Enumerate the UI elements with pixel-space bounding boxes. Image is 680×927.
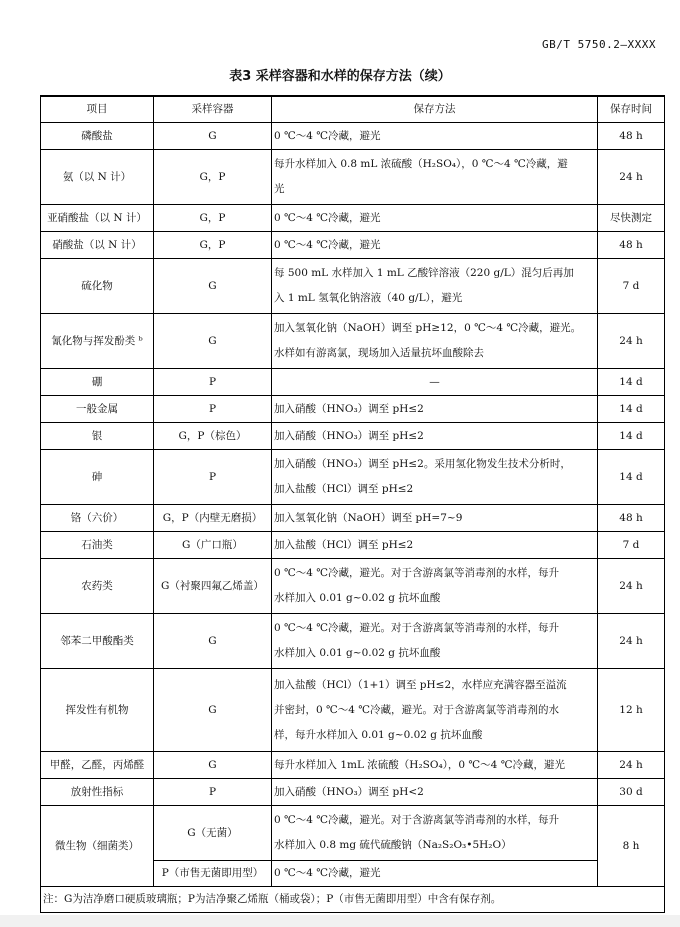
- method-cell: [272, 450, 598, 505]
- table-row: [41, 150, 665, 205]
- time-cell: 14 d: [598, 423, 665, 450]
- table-row: [41, 314, 665, 369]
- table-header-row: [41, 96, 665, 123]
- method-line: 加入盐酸（HCl）（1+1）调至 pH≤2，水样应充满容器至溢流: [274, 678, 567, 691]
- column-header-method: 保存方法: [272, 96, 598, 123]
- container-cell: P: [154, 369, 272, 396]
- table-row: [41, 259, 665, 314]
- time-cell: 48 h: [598, 123, 665, 150]
- method-cell: [272, 532, 598, 559]
- method-line: 加入盐酸（HCl）调至 pH≤2: [274, 483, 414, 495]
- method-line: 入 1 mL 氢氧化钠溶液（40 g/L），避光: [274, 292, 463, 304]
- note-row: [41, 887, 665, 913]
- method-cell: [272, 232, 598, 259]
- method-line: —: [429, 375, 440, 388]
- method-cell: [272, 369, 598, 396]
- table-row: [41, 559, 665, 614]
- time-cell: 48 h: [598, 232, 665, 259]
- method-cell: [272, 314, 598, 369]
- container-cell: P: [154, 779, 272, 806]
- method-line: 0 ℃～4 ℃冷藏，避光: [274, 238, 381, 251]
- method-cell: [272, 806, 598, 861]
- container-cell: G: [154, 314, 272, 369]
- column-header-time: 保存时间: [598, 96, 665, 123]
- item-cell: 氨（以 N 计）: [41, 150, 154, 205]
- method-line: 加入硝酸（HNO₃）调至 pH<2: [274, 785, 424, 798]
- column-header-item: 项目: [41, 96, 154, 123]
- item-cell: 硫化物: [41, 259, 154, 314]
- standard-code: GB/T 5750.2—XXXX: [542, 38, 656, 51]
- method-cell: [272, 396, 598, 423]
- table-row: [41, 669, 665, 752]
- container-cell: G（无菌）: [154, 806, 272, 861]
- method-line: 加入盐酸（HCl）调至 pH≤2: [274, 538, 414, 551]
- method-line: 水样加入 0.01 g~0.02 g 抗坏血酸: [274, 592, 441, 604]
- method-cell: [272, 505, 598, 532]
- item-cell: 石油类: [41, 532, 154, 559]
- time-cell: 8 h: [598, 806, 665, 887]
- item-cell: 铬（六价）: [41, 505, 154, 532]
- table-title: 表3 采样容器和水样的保存方法（续）: [229, 69, 451, 84]
- table-row: [41, 614, 665, 669]
- container-cell: G: [154, 752, 272, 779]
- container-cell: G: [154, 259, 272, 314]
- method-cell: [272, 861, 598, 887]
- time-cell: 尽快测定: [598, 205, 665, 232]
- table-row: [41, 423, 665, 450]
- table-note: 注：G为洁净磨口硬质玻璃瓶；P为洁净聚乙烯瓶（桶或袋）；P（市售无菌即用型）中含有保存剂。: [41, 887, 665, 913]
- method-line: 0 ℃～4 ℃冷藏，避光。对于含游离氯等消毒剂的水样，每升: [274, 814, 560, 826]
- method-cell: [272, 779, 598, 806]
- item-cell: 银: [41, 423, 154, 450]
- table-row: [41, 505, 665, 532]
- method-line: 样，每升水样加入 0.01 g~0.02 g 抗坏血酸: [274, 728, 483, 741]
- table-row: [41, 806, 665, 861]
- method-line: 并密封，0 ℃～4 ℃冷藏，避光。对于含游离氯等消毒剂的水: [274, 703, 560, 716]
- time-cell: 7 d: [598, 259, 665, 314]
- preservation-table: [40, 95, 665, 913]
- item-cell: 亚硝酸盐（以 N 计）: [41, 205, 154, 232]
- item-cell: 硝酸盐（以 N 计）: [41, 232, 154, 259]
- container-cell: G: [154, 123, 272, 150]
- method-cell: [272, 752, 598, 779]
- method-line: 0 ℃～4 ℃冷藏，避光: [274, 867, 381, 879]
- method-cell: [272, 205, 598, 232]
- item-cell: 磷酸盐: [41, 123, 154, 150]
- container-cell: P: [154, 396, 272, 423]
- time-cell: 24 h: [598, 752, 665, 779]
- table-row: [41, 123, 665, 150]
- method-line: 0 ℃～4 ℃冷藏，避光。对于含游离氯等消毒剂的水样，每升: [274, 622, 560, 634]
- container-cell: G，P（棕色）: [154, 423, 272, 450]
- time-cell: 48 h: [598, 505, 665, 532]
- container-cell: G，P（内壁无磨损）: [154, 505, 272, 532]
- method-line: 加入氢氧化钠（NaOH）调至 pH≥12，0 ℃～4 ℃冷藏，避光。: [274, 322, 582, 334]
- method-cell: [272, 150, 598, 205]
- item-cell: 一般金属: [41, 396, 154, 423]
- container-cell: P（市售无菌即用型）: [154, 861, 272, 887]
- item-cell: 氰化物与挥发酚类 ᵇ: [41, 314, 154, 369]
- table-row: [41, 450, 665, 505]
- method-cell: [272, 669, 598, 752]
- method-line: 加入氢氧化钠（NaOH）调至 pH=7~9: [274, 511, 463, 524]
- item-cell: 挥发性有机物: [41, 669, 154, 752]
- container-cell: G: [154, 669, 272, 752]
- table-row: [41, 532, 665, 559]
- container-cell: P: [154, 450, 272, 505]
- table-row: [41, 369, 665, 396]
- item-cell: 农药类: [41, 559, 154, 614]
- method-line: 每升水样加入 1mL 浓硫酸（H₂SO₄），0 ℃～4 ℃冷藏，避光: [274, 758, 565, 771]
- container-cell: G，P: [154, 232, 272, 259]
- time-cell: 12 h: [598, 669, 665, 752]
- item-cell: 硼: [41, 369, 154, 396]
- method-cell: [272, 259, 598, 314]
- method-cell: [272, 614, 598, 669]
- time-cell: 14 d: [598, 396, 665, 423]
- time-cell: 14 d: [598, 369, 665, 396]
- time-cell: 7 d: [598, 532, 665, 559]
- container-cell: G: [154, 614, 272, 669]
- page-bottom-strip: [0, 915, 680, 927]
- method-line: 水样加入 0.01 g~0.02 g 抗坏血酸: [274, 647, 441, 659]
- method-line: 水样如有游离氯，现场加入适量抗坏血酸除去: [274, 347, 484, 359]
- method-line: 加入硝酸（HNO₃）调至 pH≤2。采用氢化物发生技术分析时，: [274, 458, 571, 470]
- method-line: 每升水样加入 0.8 mL 浓硫酸（H₂SO₄），0 ℃～4 ℃冷藏，避: [274, 158, 568, 170]
- item-cell: 甲醛，乙醛，丙烯醛: [41, 752, 154, 779]
- item-cell: 砷: [41, 450, 154, 505]
- time-cell: 24 h: [598, 614, 665, 669]
- method-cell: [272, 423, 598, 450]
- item-cell: 邻苯二甲酸酯类: [41, 614, 154, 669]
- table-row: [41, 779, 665, 806]
- method-line: 0 ℃～4 ℃冷藏，避光。对于含游离氯等消毒剂的水样，每升: [274, 567, 560, 579]
- container-cell: G（衬聚四氟乙烯盖）: [154, 559, 272, 614]
- method-line: 光: [274, 183, 285, 195]
- container-cell: G（广口瓶）: [154, 532, 272, 559]
- table-row: [41, 396, 665, 423]
- table-row: [41, 752, 665, 779]
- table-row: [41, 205, 665, 232]
- method-cell: [272, 559, 598, 614]
- method-line: 每 500 mL 水样加入 1 mL 乙酸锌溶液（220 g/L）混匀后再加: [274, 267, 574, 279]
- item-cell: 微生物（细菌类）: [41, 806, 154, 887]
- time-cell: 24 h: [598, 150, 665, 205]
- time-cell: 24 h: [598, 314, 665, 369]
- method-line: 水样加入 0.8 mg 硫代硫酸钠（Na₂S₂O₃•5H₂O）: [274, 839, 512, 851]
- time-cell: 14 d: [598, 450, 665, 505]
- table-row: [41, 232, 665, 259]
- method-line: 0 ℃～4 ℃冷藏，避光: [274, 129, 381, 142]
- method-cell: [272, 123, 598, 150]
- method-line: 0 ℃～4 ℃冷藏，避光: [274, 211, 381, 224]
- container-cell: G，P: [154, 150, 272, 205]
- table-body: [41, 123, 665, 913]
- item-cell: 放射性指标: [41, 779, 154, 806]
- container-cell: G，P: [154, 205, 272, 232]
- column-header-container: 采样容器: [154, 96, 272, 123]
- method-line: 加入硝酸（HNO₃）调至 pH≤2: [274, 429, 424, 442]
- time-cell: 24 h: [598, 559, 665, 614]
- method-line: 加入硝酸（HNO₃）调至 pH≤2: [274, 402, 424, 415]
- time-cell: 30 d: [598, 779, 665, 806]
